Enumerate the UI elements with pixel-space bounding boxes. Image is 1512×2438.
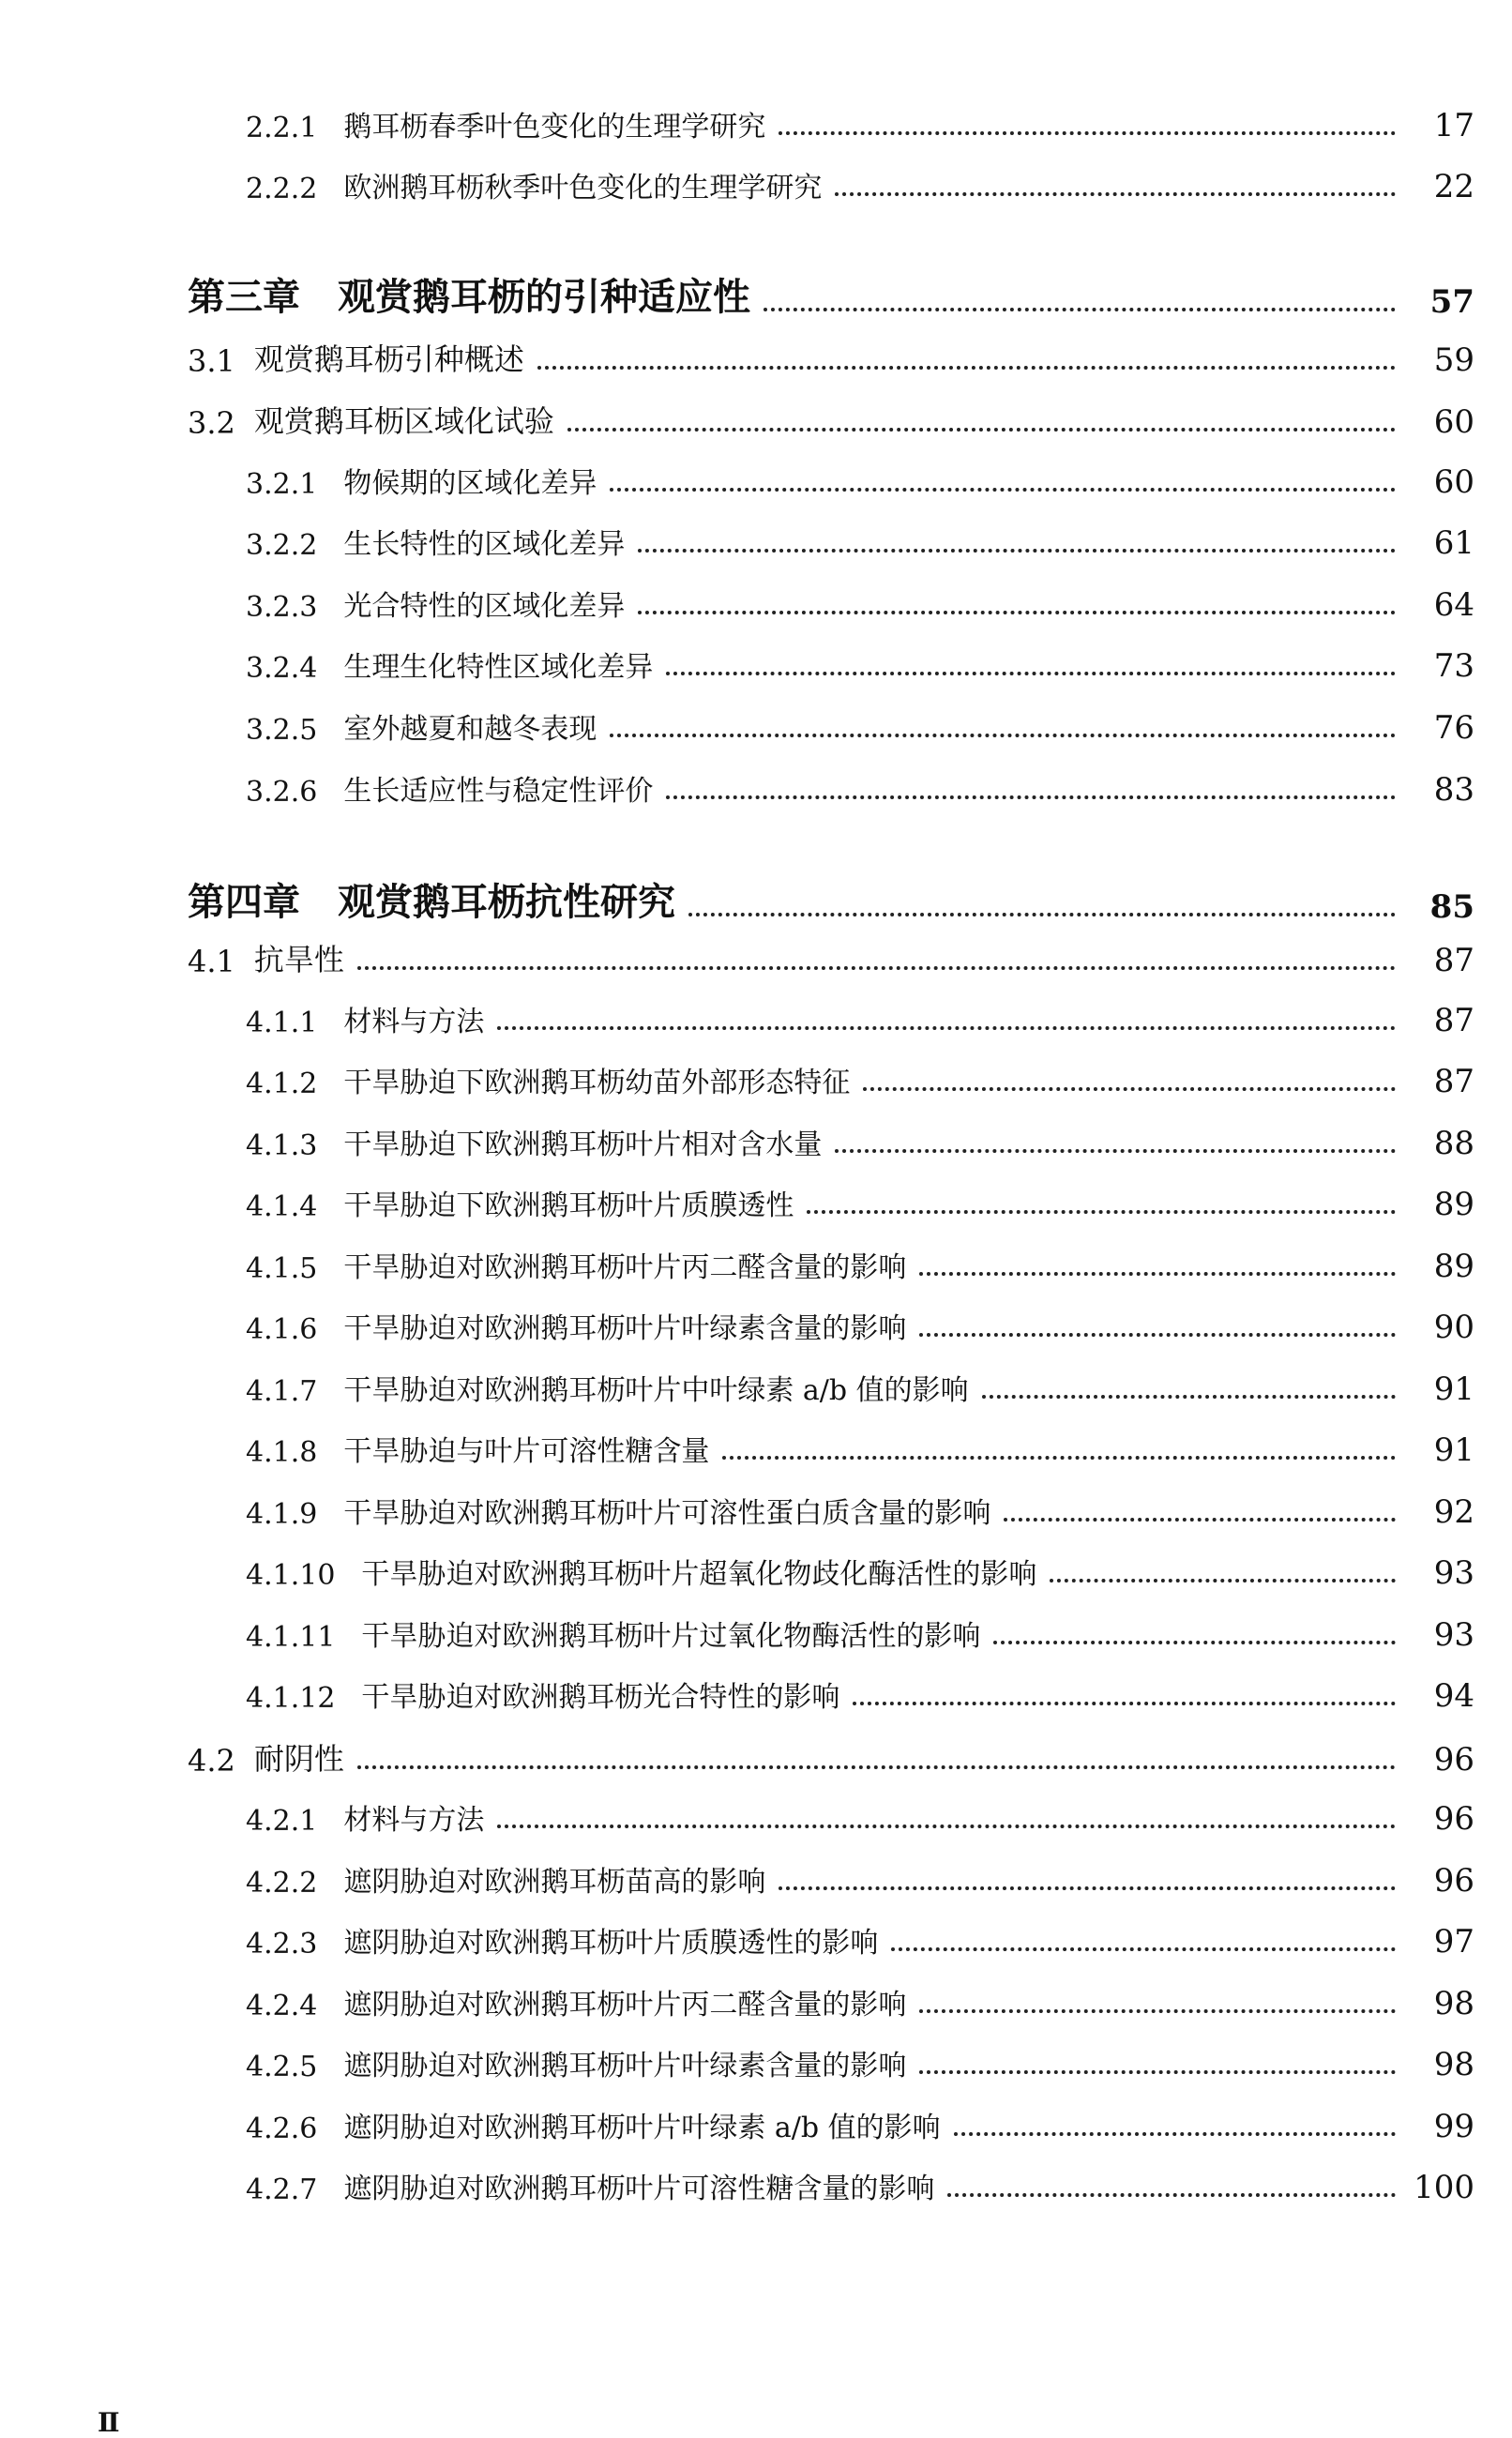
toc-entry-title: 干旱胁迫对欧洲鹅耳枥叶片中叶绿素 a/b 值的影响 (343, 1374, 969, 1407)
dot-leader (779, 131, 1396, 135)
toc-entry-page: 97 (1433, 1923, 1474, 1961)
toc-entry-number: 4.1.5 (246, 1252, 318, 1285)
toc-entry-sub (0, 769, 1512, 809)
toc-entry-page: 99 (1433, 2108, 1474, 2145)
dot-leader (688, 913, 1396, 916)
dot-leader (537, 366, 1396, 370)
dot-leader (947, 2193, 1396, 2197)
dot-leader (638, 611, 1396, 614)
toc-entry-sub (0, 1000, 1512, 1039)
toc-entry-page: 76 (1433, 709, 1474, 747)
toc-entry-sub (0, 1798, 1512, 1838)
toc-entry-sub (0, 1552, 1512, 1592)
toc-entry-sub (0, 2106, 1512, 2145)
toc-entry-sub (0, 1307, 1512, 1346)
toc-entry-number: 3.2.1 (246, 468, 318, 501)
toc-entry-sub (0, 2167, 1512, 2206)
dot-leader (497, 1825, 1396, 1828)
toc-entry-page: 60 (1433, 463, 1474, 501)
toc-entry-section (0, 338, 1512, 379)
toc-entry-number: 3.2.5 (246, 714, 318, 747)
toc-entry-title: 遮阴胁迫对欧洲鹅耳枥苗高的影响 (343, 1866, 766, 1899)
toc-entry-title: 干旱胁迫对欧洲鹅耳枥叶片过氧化物酶活性的影响 (361, 1620, 981, 1653)
toc-entry-page: 57 (1429, 283, 1474, 321)
dot-leader (1004, 1518, 1396, 1522)
toc-entry-title: 观赏鹅耳枥的引种适应性 (338, 275, 750, 319)
toc-entry-title: 材料与方法 (343, 1006, 485, 1038)
toc-entry-page: 89 (1433, 1186, 1474, 1223)
toc-entry-page: 88 (1433, 1125, 1474, 1162)
toc-entry-sub (0, 1061, 1512, 1100)
toc-entry-page: 89 (1433, 1248, 1474, 1285)
dot-leader (919, 1272, 1396, 1276)
toc-entry-page: 87 (1433, 942, 1474, 979)
toc-entry-title: 干旱胁迫对欧洲鹅耳枥光合特性的影响 (361, 1681, 840, 1714)
toc-entry-page: 96 (1433, 1741, 1474, 1779)
toc-entry-title: 光合特性的区域化差异 (343, 590, 626, 623)
toc-entry-sub (0, 1123, 1512, 1162)
toc-entry-number: 4.2.4 (246, 1990, 318, 2022)
dot-leader (357, 1765, 1396, 1769)
toc-entry-title: 物候期的区域化差异 (343, 467, 597, 500)
toc-entry-page: 94 (1433, 1677, 1474, 1715)
dot-leader (1050, 1579, 1396, 1582)
toc-entry-page: 96 (1433, 1862, 1474, 1900)
page-number-roman: Ⅱ (98, 2407, 120, 2438)
toc-entry-number: 4.1.11 (246, 1621, 336, 1654)
toc-entry-page: 64 (1433, 586, 1474, 624)
toc-entry-page: 59 (1433, 341, 1474, 379)
toc-entry-sub (0, 1430, 1512, 1469)
toc-entry-page: 91 (1433, 1370, 1474, 1408)
toc-entry-title: 遮阴胁迫对欧洲鹅耳枥叶片叶绿素 a/b 值的影响 (343, 2112, 941, 2144)
toc-entry-number: 4.2.3 (246, 1928, 318, 1961)
dot-leader (919, 2009, 1396, 2013)
toc-entry-sub (0, 1492, 1512, 1531)
toc-entry-number: 4.1.12 (246, 1682, 336, 1715)
toc-entry-page: 98 (1433, 1985, 1474, 2022)
toc-entry-page: 93 (1433, 1554, 1474, 1592)
toc-entry-title: 干旱胁迫对欧洲鹅耳枥叶片可溶性蛋白质含量的影响 (343, 1497, 991, 1530)
dot-leader (863, 1087, 1396, 1091)
dot-leader (807, 1210, 1396, 1214)
toc-entry-sub (0, 1860, 1512, 1900)
toc-entry-title: 生长适应性与稳定性评价 (343, 775, 654, 808)
toc-entry-section (0, 400, 1512, 441)
toc-entry-number: 4.2.6 (246, 2112, 318, 2145)
dot-leader (357, 966, 1396, 970)
toc-entry-page: 17 (1433, 107, 1474, 144)
toc-entry-sub (0, 522, 1512, 562)
toc-entry-title: 鹅耳枥春季叶色变化的生理学研究 (343, 111, 766, 144)
toc-entry-title: 观赏鹅耳枥抗性研究 (338, 880, 675, 924)
toc-entry-title: 材料与方法 (343, 1804, 485, 1837)
toc-entry-sub (0, 1369, 1512, 1408)
toc-entry-number: 4.1.8 (246, 1436, 318, 1469)
toc-entry-sub (0, 1184, 1512, 1223)
toc-entry-sub (0, 1675, 1512, 1715)
toc-entry-sub (0, 105, 1512, 144)
toc-entry-page: 100 (1414, 2169, 1474, 2206)
dot-leader (835, 192, 1396, 196)
toc-entry-number: 4.2 (188, 1743, 235, 1779)
toc-entry-title: 干旱胁迫下欧洲鹅耳枥叶片质膜透性 (343, 1189, 794, 1222)
toc-entry-page: 73 (1433, 647, 1474, 685)
dot-leader (993, 1641, 1396, 1644)
toc-entry-page: 60 (1433, 403, 1474, 441)
toc-entry-number: 3.1 (188, 343, 235, 379)
toc-entry-page: 90 (1433, 1309, 1474, 1346)
toc-entry-title: 观赏鹅耳枥引种概述 (253, 341, 524, 377)
toc-entry-title: 干旱胁迫对欧洲鹅耳枥叶片超氧化物歧化酶活性的影响 (361, 1558, 1037, 1591)
dot-leader (497, 1026, 1396, 1030)
toc-entry-title: 干旱胁迫对欧洲鹅耳枥叶片丙二醛含量的影响 (343, 1251, 907, 1284)
dot-leader (764, 308, 1396, 311)
toc-entry-title: 欧洲鹅耳枥秋季叶色变化的生理学研究 (343, 172, 823, 204)
toc-entry-sub (0, 1921, 1512, 1961)
dot-leader (954, 2132, 1396, 2136)
toc-entry-number: 4.1.1 (246, 1007, 318, 1039)
dot-leader (982, 1395, 1396, 1399)
toc-entry-number: 3.2.2 (246, 529, 318, 562)
toc-entry-title: 遮阴胁迫对欧洲鹅耳枥叶片可溶性糖含量的影响 (343, 2173, 935, 2205)
toc-entry-sub (0, 1246, 1512, 1285)
toc-entry-page: 61 (1433, 524, 1474, 562)
dot-leader (567, 428, 1396, 432)
toc-entry-number: 4.2.1 (246, 1805, 318, 1838)
toc-entry-number: 4.1.4 (246, 1190, 318, 1223)
toc-entry-sub (0, 707, 1512, 747)
toc-entry-number: 4.1.3 (246, 1129, 318, 1162)
toc-entry-title: 观赏鹅耳枥区域化试验 (253, 403, 554, 439)
toc-entry-page: 87 (1433, 1002, 1474, 1039)
toc-entry-title: 遮阴胁迫对欧洲鹅耳枥叶片丙二醛含量的影响 (343, 1989, 907, 2022)
toc-entry-title: 干旱胁迫下欧洲鹅耳枥叶片相对含水量 (343, 1128, 823, 1161)
toc-entry-page: 87 (1433, 1063, 1474, 1100)
toc-entry-page: 92 (1433, 1493, 1474, 1531)
toc-entry-number: 4.1.7 (246, 1375, 318, 1408)
toc-entry-page: 85 (1429, 888, 1474, 926)
dot-leader (779, 1886, 1396, 1890)
toc-entry-section (0, 938, 1512, 979)
dot-leader (835, 1149, 1396, 1153)
dot-leader (666, 795, 1396, 799)
toc-entry-number: 4.1.9 (246, 1498, 318, 1531)
toc-entry-number: 4.2.5 (246, 2051, 318, 2083)
toc-entry-sub (0, 1983, 1512, 2022)
toc-entry-number: 4.2.7 (246, 2173, 318, 2206)
toc-entry-number: 3.2.4 (246, 652, 318, 685)
toc-entry-number: 3.2 (188, 405, 235, 441)
toc-entry-page: 96 (1433, 1800, 1474, 1838)
toc-entry-title: 生长特性的区域化差异 (343, 528, 626, 561)
toc-entry-title: 室外越夏和越冬表现 (343, 713, 597, 746)
toc-entry-number: 2.2.2 (246, 173, 318, 205)
dot-leader (919, 1333, 1396, 1337)
toc-entry-chapter (0, 272, 1512, 321)
toc-entry-sub (0, 462, 1512, 501)
toc-entry-title: 干旱胁迫对欧洲鹅耳枥叶片叶绿素含量的影响 (343, 1312, 907, 1345)
toc-entry-page: 93 (1433, 1616, 1474, 1654)
dot-leader (891, 1947, 1396, 1951)
toc-entry-chapter (0, 877, 1512, 926)
dot-leader (666, 672, 1396, 675)
toc-entry-page: 91 (1433, 1431, 1474, 1469)
toc-entry-sub (0, 2044, 1512, 2083)
toc-entry-title: 干旱胁迫与叶片可溶性糖含量 (343, 1435, 710, 1468)
toc-entry-sub (0, 1614, 1512, 1654)
toc-entry-number: 4.1.2 (246, 1068, 318, 1100)
toc-entry-sub (0, 584, 1512, 624)
toc-entry-title: 遮阴胁迫对欧洲鹅耳枥叶片质膜透性的影响 (343, 1927, 879, 1960)
dot-leader (610, 734, 1396, 737)
toc-entry-title: 生理生化特性区域化差异 (343, 651, 654, 684)
toc-entry-number: 4.1.10 (246, 1559, 336, 1592)
toc-entry-title: 干旱胁迫下欧洲鹅耳枥幼苗外部形态特征 (343, 1067, 851, 1099)
dot-leader (853, 1702, 1396, 1705)
toc-entry-title: 耐阴性 (253, 1741, 344, 1777)
toc-entry-sub (0, 645, 1512, 685)
toc-entry-title: 遮阴胁迫对欧洲鹅耳枥叶片叶绿素含量的影响 (343, 2050, 907, 2082)
toc-entry-number: 3.2.6 (246, 776, 318, 809)
toc-entry-number: 4.1 (188, 944, 235, 979)
toc-entry-title: 抗旱性 (253, 942, 344, 977)
toc-entry-number: 2.2.1 (246, 112, 318, 144)
toc-entry-sub (0, 166, 1512, 205)
toc-entry-number: 第三章 (188, 275, 300, 319)
toc-entry-page: 22 (1433, 168, 1474, 205)
toc-entry-page: 98 (1433, 2046, 1474, 2083)
toc-entry-number: 第四章 (188, 880, 300, 924)
dot-leader (638, 549, 1396, 553)
toc-entry-number: 4.2.2 (246, 1867, 318, 1900)
toc-entry-number: 4.1.6 (246, 1313, 318, 1346)
toc-entry-number: 3.2.3 (246, 591, 318, 624)
toc-entry-section (0, 1737, 1512, 1779)
dot-leader (919, 2070, 1396, 2074)
dot-leader (722, 1456, 1396, 1460)
toc-entry-page: 83 (1433, 771, 1474, 809)
dot-leader (610, 488, 1396, 492)
